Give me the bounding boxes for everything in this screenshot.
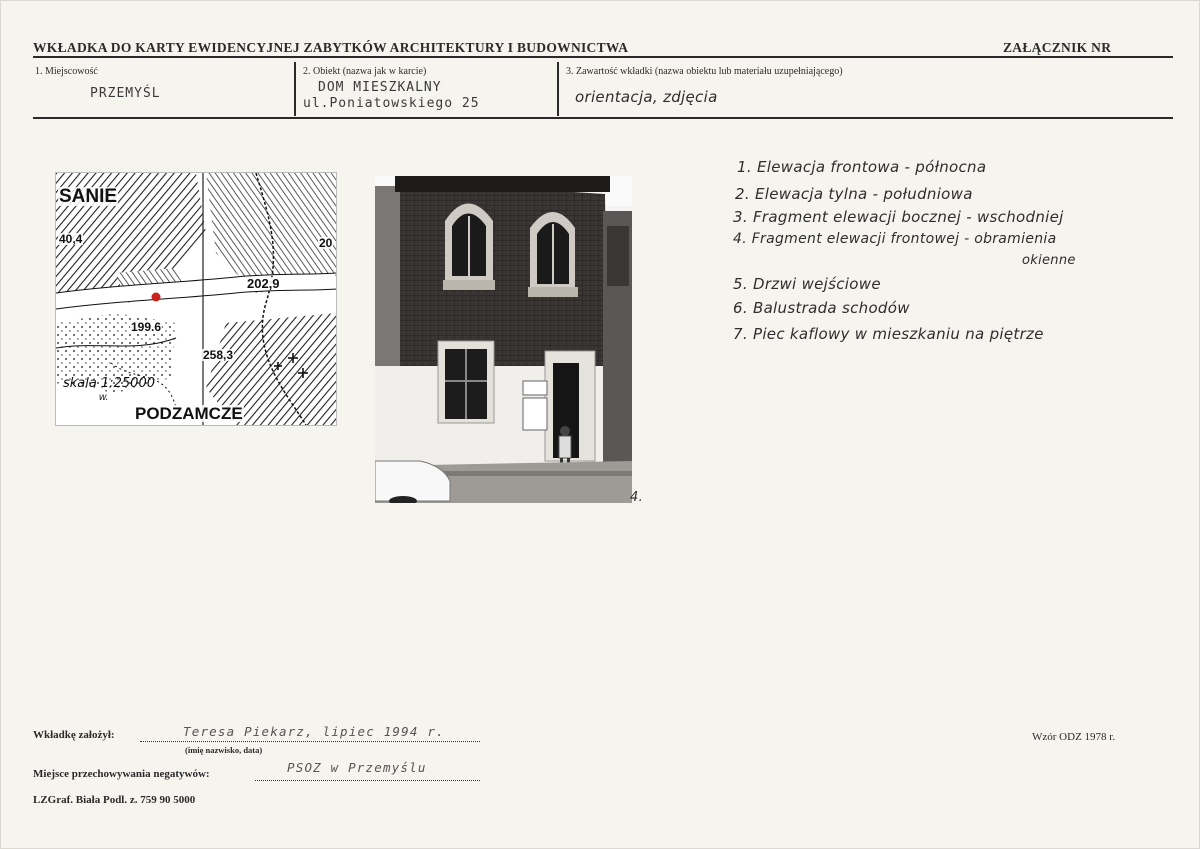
map-label-podzamcze: PODZAMCZE [135,404,243,423]
contents-label: 3. Zawartość wkładki (nazwa obiektu lub materiału uzupełniającego) [566,66,843,77]
template-info: Wzór ODZ 1978 r. [1032,731,1116,743]
map-label-height-40: 40,4 [59,232,83,246]
fields-rule [33,117,1173,119]
field-divider-1 [294,62,296,116]
header-rule [33,56,1173,58]
page-title: WKŁADKA DO KARTY EWIDENCYJNEJ ZABYTKÓW ARCHITEKTURY I BUDOWNICTWA [33,40,629,55]
list-item-4: 4. Fragment elewacji frontowej - obramienia [733,231,1057,247]
photo-number: 4. [630,490,644,505]
list-item-3: 3. Fragment elewacji bocznej - wschodniej [733,208,1064,226]
field-divider-2 [557,62,559,116]
list-item-5: 5. Drzwi wejściowe [733,275,881,293]
object-value-address: ul.Poniatowskiego 25 [303,96,480,111]
storage-value: PSOZ w Przemyślu [287,760,427,775]
created-by-value: Teresa Piekarz, lipiec 1994 r. [183,724,445,739]
location-map [55,172,337,426]
locality-label: 1. Miejscowość [35,66,98,77]
map-label-height-2029: 202,9 [247,276,280,291]
location-marker [152,293,161,302]
storage-label: Miejsce przechowywania negatywów: [33,768,210,780]
locality-value: PRZEMYŚL [90,86,161,101]
created-by-label: Wkładkę założył: [33,729,115,741]
map-label-sanie: SANIE [59,186,118,207]
list-item-1: 1. Elewacja frontowa - północna [737,158,987,176]
map-scale-label: skala 1:25000 [63,376,155,391]
object-value-name: DOM MIESZKALNY [318,80,442,95]
object-label: 2. Obiekt (nazwa jak w karcie) [303,66,427,77]
list-item-6: 6. Balustrada schodów [733,299,910,317]
printer-info: LZGraf. Biała Podl. z. 759 90 5000 [33,794,196,806]
attachment-number-label: ZAŁĄCZNIK NR [1003,40,1112,55]
created-by-hint: (imię nazwisko, data) [185,745,263,755]
photo-drawing [375,176,632,503]
storage-line [255,780,480,781]
map-label-height-2583: 258,3 [203,348,234,362]
map-label-height-20: 20 [319,236,333,250]
contents-value: orientacja, zdjęcia [575,88,718,106]
building-photo [375,176,632,503]
list-item-4-continued: okienne [1022,253,1076,268]
list-item-2: 2. Elewacja tylna - południowa [735,185,973,203]
created-by-line [140,741,480,742]
list-item-7: 7. Piec kaflowy w mieszkaniu na piętrze [733,325,1044,343]
map-label-w: w. [99,392,109,403]
map-label-height-1996: 199.6 [131,320,162,334]
